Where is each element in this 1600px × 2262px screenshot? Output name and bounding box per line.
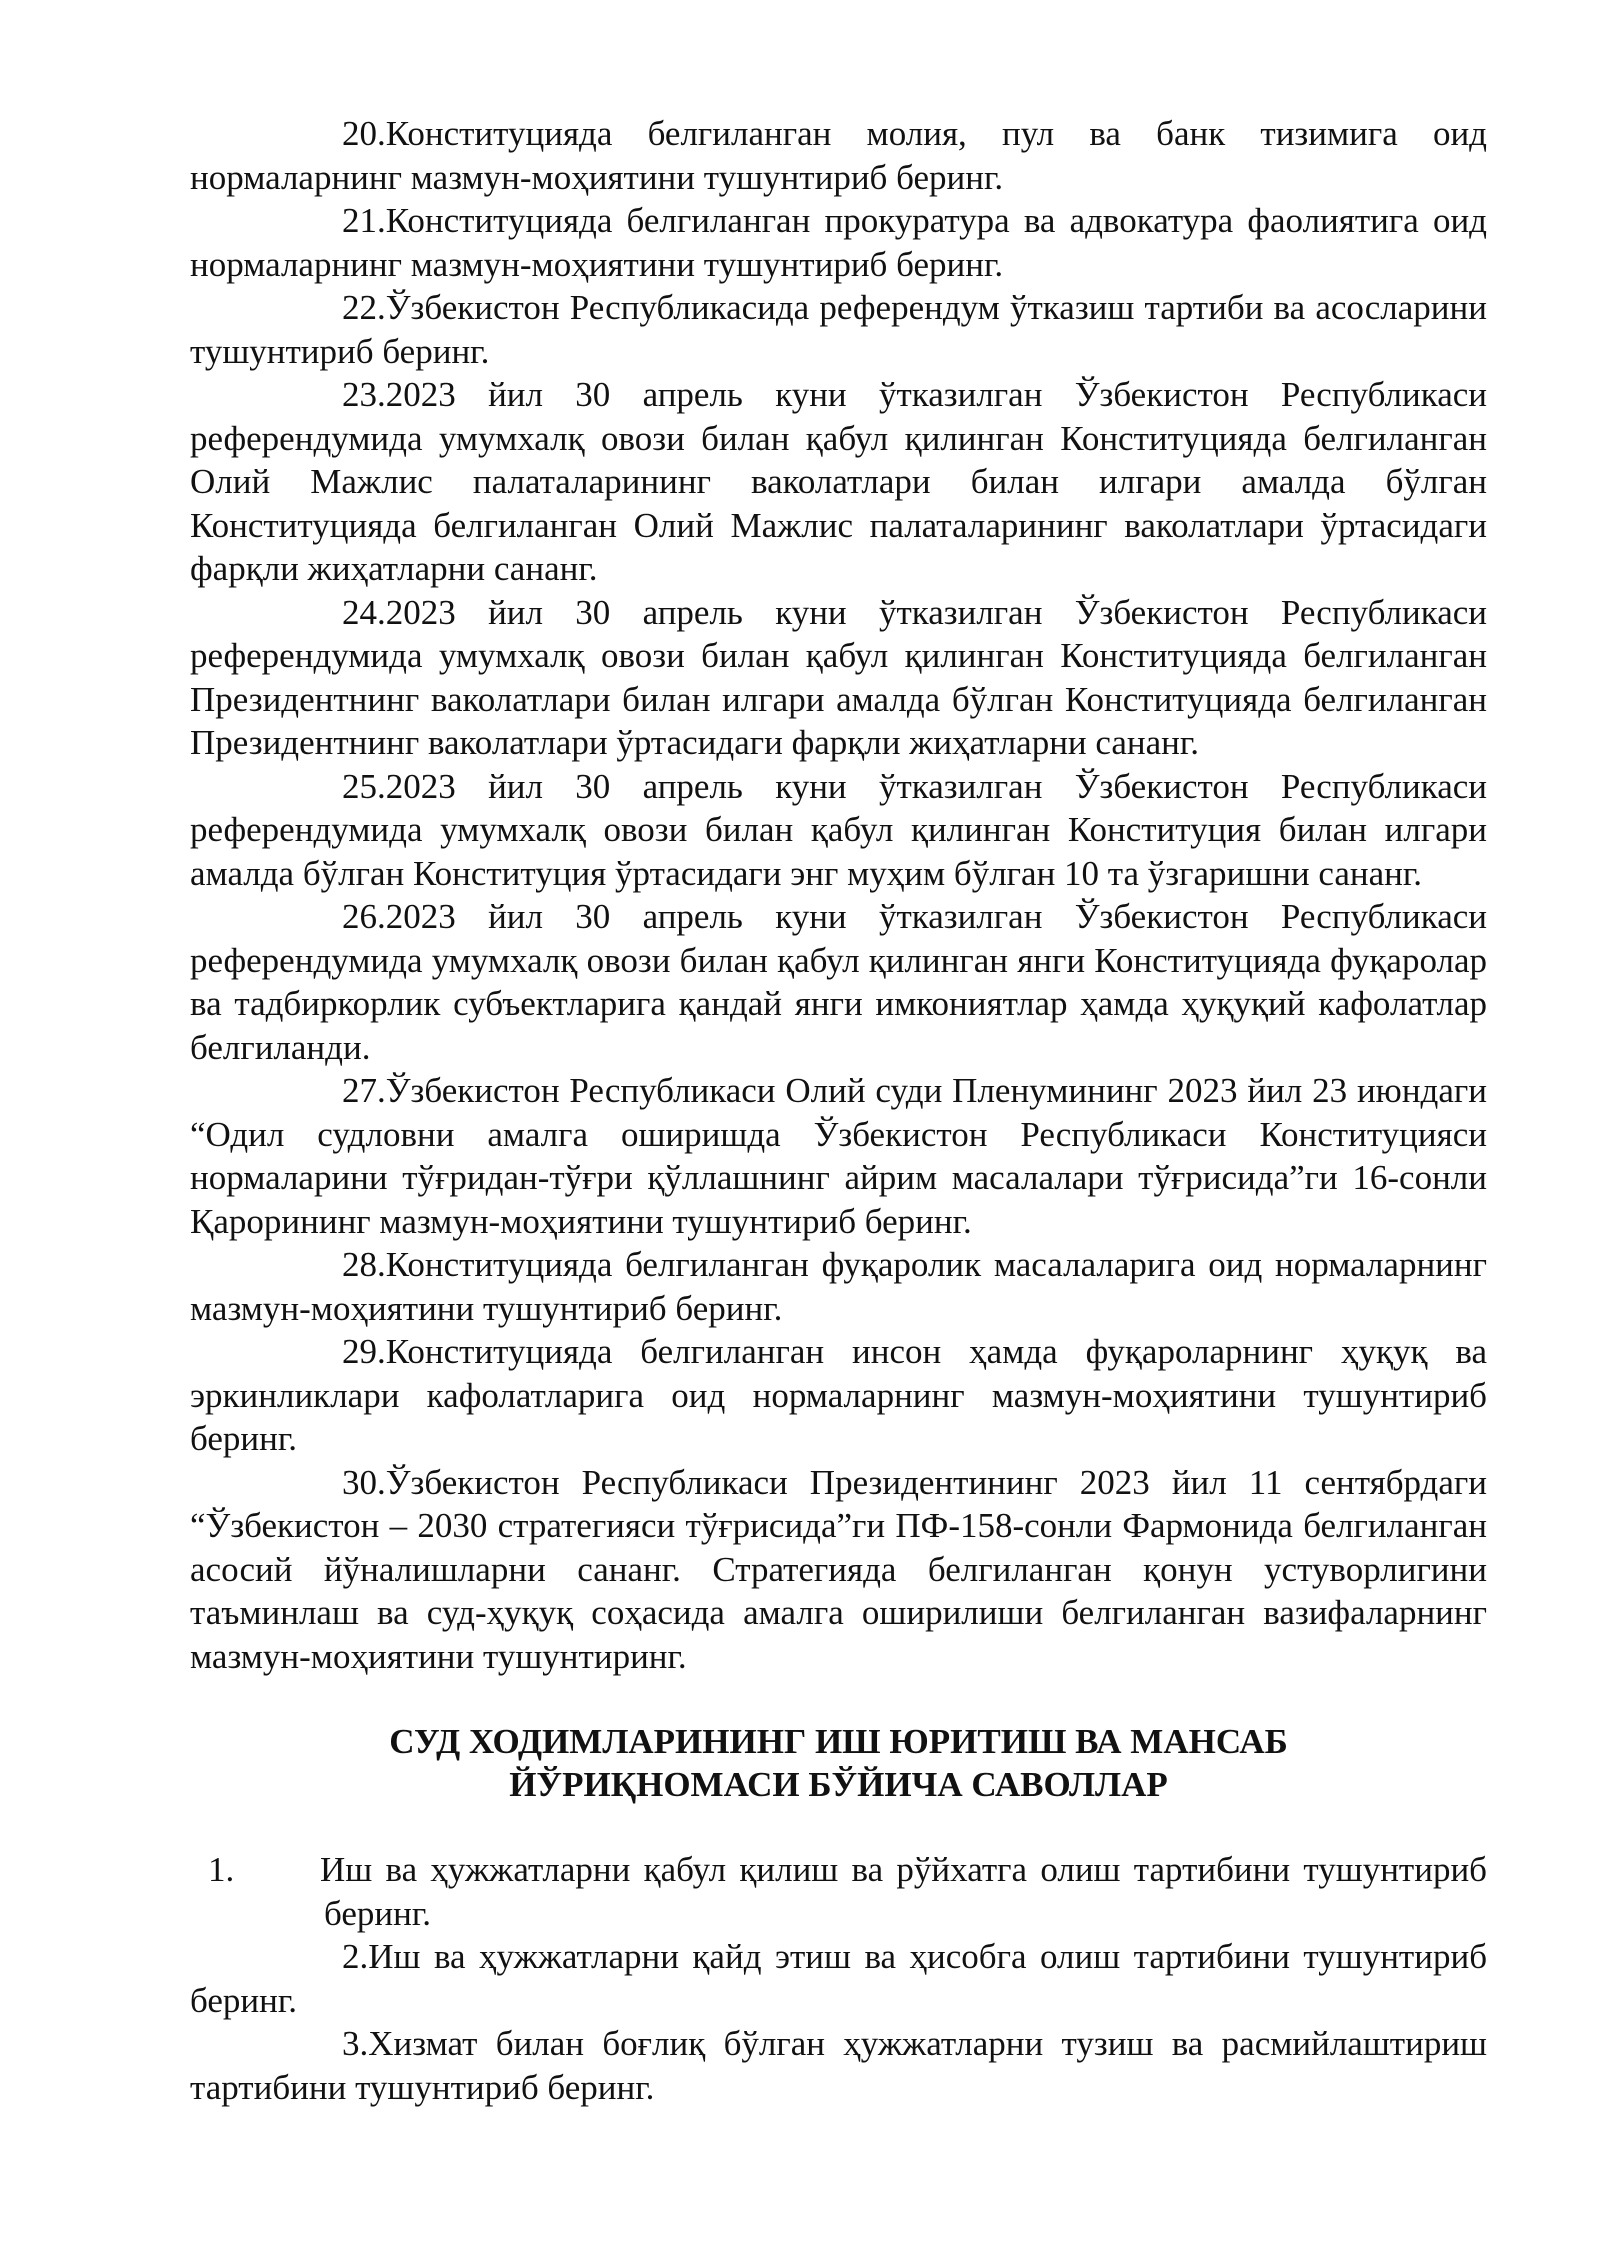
question-text: 2023 йил 30 апрель куни ўтказилган Ўзбекистон Республикаси референдумида умумхалқ овози билан қабул қилинган Конституцияда белгиланган Президентнинг ваколатлари билан илгари амалда бўлган Конституцияда белгиланган Президентнинг ваколатлари ўртасидаги фарқли жиҳатларни сананг.	[190, 592, 1487, 762]
question-number: 20.	[342, 114, 386, 153]
section-heading	[190, 1720, 1487, 1806]
question-24	[190, 591, 1487, 765]
question-27	[190, 1069, 1487, 1243]
question-text: 2023 йил 30 апрель куни ўтказилган Ўзбекистон Республикаси референдумида умумхалқ овози билан қабул қилинган Конституцияда белгиланган Олий Мажлис палаталарининг ваколатлари билан илгари амалда бўлган Конституцияда белгиланган Олий Мажлис палаталарининг ваколатлари ўртасидаги фарқли жиҳатларни сананг.	[190, 375, 1487, 588]
section-question-3	[190, 2022, 1487, 2109]
question-29	[190, 1330, 1487, 1461]
section-heading-line-2: ЙЎРИҚНОМАСИ БЎЙИЧА САВОЛЛАР	[509, 1765, 1168, 1804]
question-text: 2023 йил 30 апрель куни ўтказилган Ўзбекистон Республикаси референдумида умумхалқ овози билан қабул қилинган янги Конституцияда фуқаролар ва тадбиркорлик субъектларига қандай янги имкониятлар ҳамда ҳуқуқий кафолатлар белгиланди.	[190, 897, 1487, 1067]
question-text: Иш ва ҳужжатларни қайд этиш ва ҳисобга олиш тартибини тушунтириб беринг.	[190, 1937, 1487, 2020]
question-number: 30.	[342, 1462, 386, 1502]
question-number: 23.	[342, 375, 386, 414]
section-question-1	[190, 1848, 1487, 1935]
question-30	[190, 1461, 1487, 1679]
question-25	[190, 765, 1487, 896]
question-number: 1.	[208, 1850, 235, 1889]
question-number: 24.	[342, 592, 386, 632]
question-text: Ўзбекистон Республикаси Олий суди Пленумининг 2023 йил 23 июндаги “Одил судловни амалга оширишда Ўзбекистон Республикаси Конституцияси нормаларини тўғридан-тўғри қўллашнинг айрим масалалари тўғрисида”ги 16-сонли Қарорининг мазмун-моҳиятини тушунтириб беринг.	[190, 1071, 1487, 1241]
question-20	[190, 112, 1487, 199]
question-22	[190, 286, 1487, 373]
question-text: Конституцияда белгиланган прокуратура ва адвокатура фаолиятига оид нормаларнинг мазмун-моҳиятини тушунтириб беринг.	[190, 201, 1487, 284]
question-number: 21.	[342, 201, 386, 240]
question-text: Иш ва ҳужжатларни қабул қилиш ва рўйхатга олиш тартибини тушунтириб беринг.	[320, 1850, 1487, 1933]
question-28	[190, 1243, 1487, 1330]
question-number: 2.	[342, 1937, 369, 1976]
question-number: 29.	[342, 1332, 386, 1371]
question-text: 2023 йил 30 апрель куни ўтказилган Ўзбекистон Республикаси референдумида умумхалқ овози билан қабул қилинган Конституция билан илгари амалда бўлган Конституция ўртасидаги энг муҳим бўлган 10 та ўзгаришни сананг.	[190, 766, 1487, 893]
question-text: Конституцияда белгиланган молия, пул ва банк тизимига оид нормаларнинг мазмун-моҳиятини тушунтириб беринг.	[190, 114, 1487, 197]
heading-spacer	[190, 1806, 1487, 1848]
section-heading-line-1: СУД ХОДИМЛАРИНИНГ ИШ ЮРИТИШ ВА МАНСАБ	[389, 1722, 1288, 1761]
section-question-2	[190, 1935, 1487, 2022]
question-23	[190, 373, 1487, 591]
section-spacer	[190, 1678, 1487, 1720]
question-21	[190, 199, 1487, 286]
question-text: Конституцияда белгиланган фуқаролик масалаларига оид нормаларнинг мазмун-моҳиятини тушунтириб беринг.	[190, 1245, 1487, 1328]
question-number: 25.	[342, 766, 386, 806]
question-number: 26.	[342, 897, 386, 936]
question-number: 3.	[342, 2024, 369, 2063]
question-number: 22.	[342, 288, 386, 327]
question-number: 27.	[342, 1071, 386, 1110]
question-text: Ўзбекистон Республикасида референдум ўтказиш тартиби ва асосларини тушунтириб беринг.	[190, 288, 1487, 371]
question-text: Хизмат билан боғлиқ бўлган ҳужжатларни тузиш ва расмийлаштириш тартибини тушунтириб беринг.	[190, 2024, 1487, 2107]
question-text: Конституцияда белгиланган инсон ҳамда фуқароларнинг ҳуқуқ ва эркинликлари кафолатларига оид нормаларнинг мазмун-моҳиятини тушунтириб беринг.	[190, 1332, 1487, 1458]
question-text: Ўзбекистон Республикаси Президентининг 2023 йил 11 сентябрдаги “Ўзбекистон – 2030 стратегияси тўғрисида”ги ПФ-158-сонли Фармонида белгиланган асосий йўналишларни сананг. Стратегияда белгиланган қонун устуворлигини таъминлаш ва суд-ҳуқуқ соҳасида амалга оширилиши белгиланган вазифаларнинг мазмун-моҳиятини тушунтиринг.	[190, 1462, 1487, 1676]
question-26	[190, 895, 1487, 1069]
question-number: 28.	[342, 1245, 386, 1284]
